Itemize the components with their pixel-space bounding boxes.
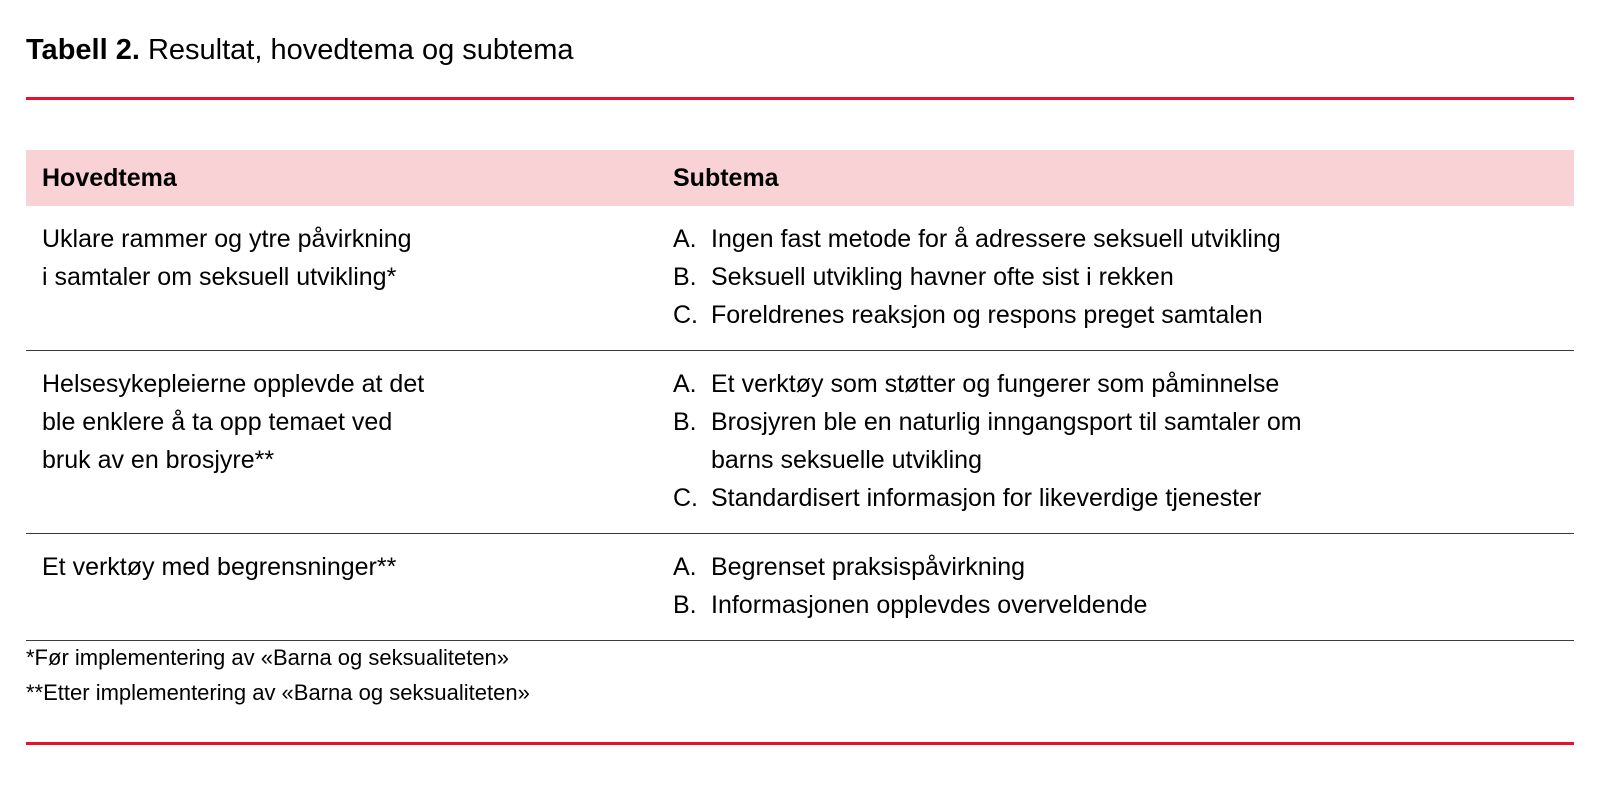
list-item bbox=[673, 548, 1574, 586]
main-theme-line: ble enklere å ta opp temaet ved bbox=[42, 408, 393, 436]
subtheme-cell bbox=[671, 351, 1574, 533]
footnote: **Etter implementering av «Barna og seksualiteten» bbox=[26, 680, 530, 706]
main-theme-cell bbox=[26, 206, 671, 350]
main-theme-line: Uklare rammer og ytre påvirkning bbox=[42, 225, 412, 253]
main-theme-line: Helsesykepleierne opplevde at det bbox=[42, 370, 425, 398]
bottom-rule bbox=[26, 742, 1574, 745]
subtheme-text: Et verktøy som støtter og fungerer som påminnelse bbox=[711, 370, 1280, 398]
main-theme-line: bruk av en brosjyre** bbox=[42, 446, 275, 474]
table-row bbox=[26, 534, 1574, 641]
table-row bbox=[26, 206, 1574, 351]
subtheme-cell bbox=[671, 206, 1574, 350]
main-theme-line: i samtaler om seksuell utvikling* bbox=[42, 263, 397, 291]
subtheme-text: Standardisert informasjon for likeverdige tjenester bbox=[711, 484, 1262, 512]
table-caption-label: Tabell 2. bbox=[26, 34, 140, 66]
subtheme-marker: C. bbox=[673, 301, 698, 329]
list-item bbox=[673, 365, 1574, 403]
subtheme-marker: A. bbox=[673, 370, 697, 398]
top-rule bbox=[26, 97, 1574, 100]
subtheme-text-line: Brosjyren ble en naturlig inngangsport til samtaler om bbox=[711, 408, 1302, 436]
subtheme-marker: A. bbox=[673, 225, 697, 253]
subtheme-marker: A. bbox=[673, 553, 697, 581]
list-item bbox=[673, 479, 1574, 517]
list-item bbox=[673, 403, 1574, 479]
subtheme-text bbox=[711, 403, 1574, 479]
subtheme-cell bbox=[671, 534, 1574, 640]
list-item bbox=[673, 586, 1574, 624]
table-caption bbox=[26, 33, 574, 68]
main-theme-line: Et verktøy med begrensninger** bbox=[42, 553, 397, 581]
table-footnotes bbox=[26, 640, 530, 710]
subtheme-marker: B. bbox=[673, 408, 697, 436]
main-theme-cell bbox=[26, 351, 671, 533]
table-header-row bbox=[26, 150, 1574, 206]
subtheme-text-line: barns seksuelle utvikling bbox=[711, 446, 982, 474]
subtheme-text: Foreldrenes reaksjon og respons preget samtalen bbox=[711, 301, 1263, 329]
subtheme-text: Seksuell utvikling havner ofte sist i rekken bbox=[711, 263, 1174, 291]
column-header-subtema: Subtema bbox=[673, 163, 779, 192]
footnote: *Før implementering av «Barna og seksualiteten» bbox=[26, 645, 510, 670]
subtheme-text: Begrenset praksispåvirkning bbox=[711, 553, 1026, 581]
subtheme-text: Informasjonen opplevdes overveldende bbox=[711, 591, 1148, 619]
main-theme-cell bbox=[26, 534, 671, 640]
subtheme-marker: B. bbox=[673, 591, 697, 619]
list-item bbox=[673, 258, 1574, 296]
table-row bbox=[26, 351, 1574, 534]
subtheme-marker: C. bbox=[673, 484, 698, 512]
list-item bbox=[673, 296, 1574, 334]
column-header-hovedtema: Hovedtema bbox=[42, 163, 177, 192]
table-caption-text: Resultat, hovedtema og subtema bbox=[139, 34, 574, 66]
subtheme-marker: B. bbox=[673, 263, 697, 291]
results-table bbox=[26, 150, 1574, 641]
subtheme-text: Ingen fast metode for å adressere seksuell utvikling bbox=[711, 225, 1281, 253]
list-item bbox=[673, 220, 1574, 258]
